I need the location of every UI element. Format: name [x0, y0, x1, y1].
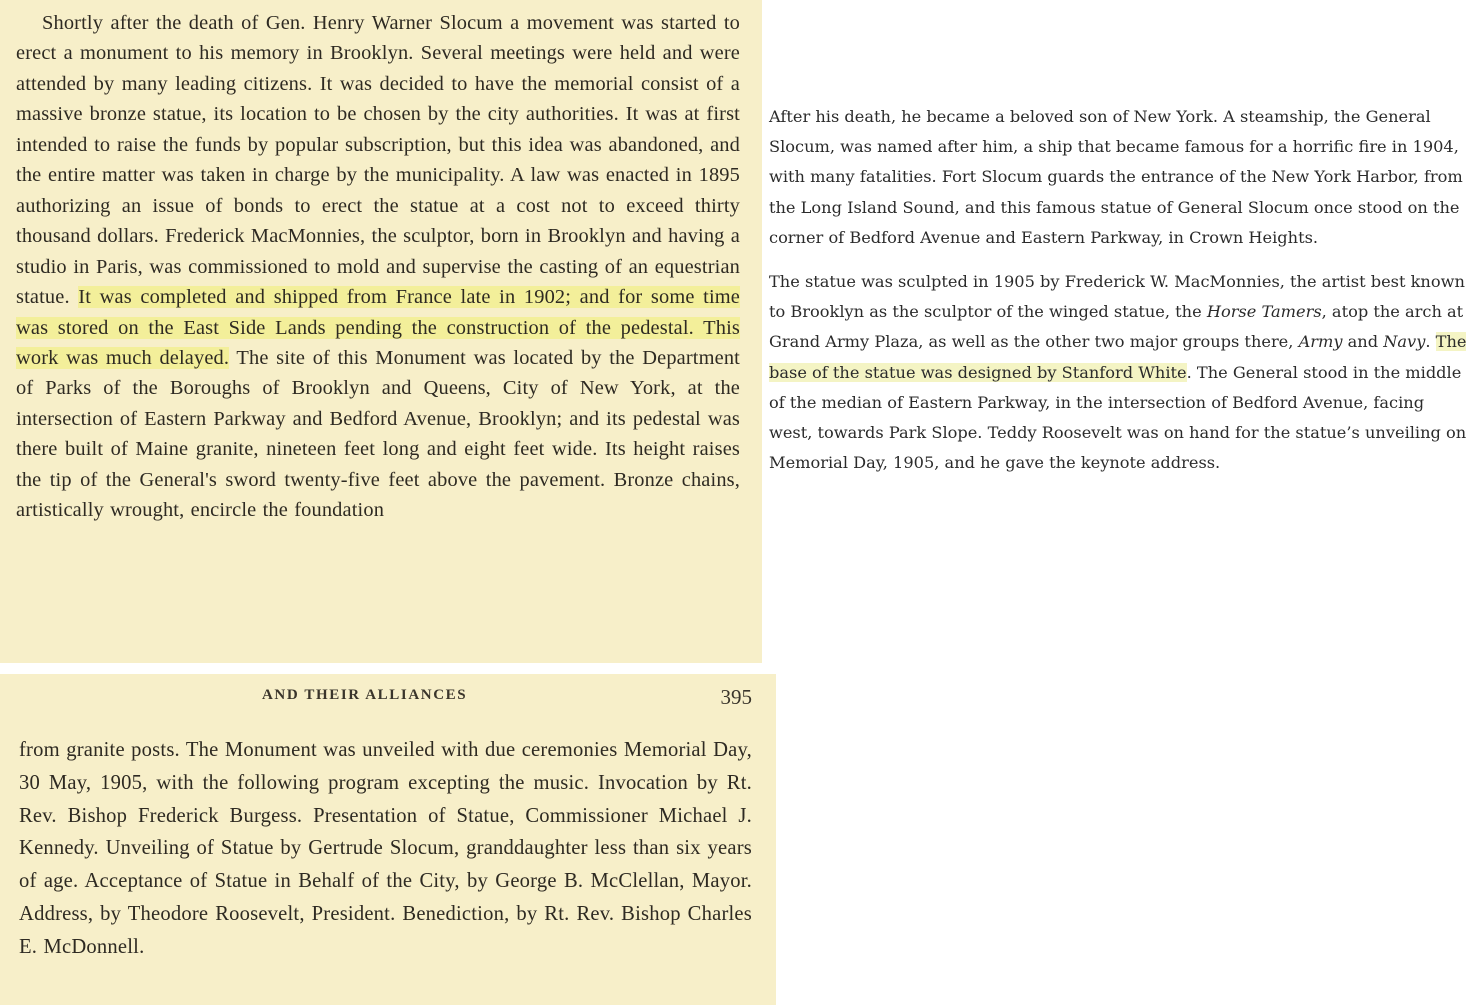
book-scan-page-1 — [0, 0, 762, 663]
artwork-title-navy: Navy — [1383, 332, 1426, 352]
page-number: 395 — [720, 685, 752, 709]
book-scan-page-2 — [0, 674, 776, 1005]
article-text-segment: The statue was sculpted in 1905 by Frederick W. MacMonnies, the artist best known to Brooklyn as the sculptor of the winged statue, the — [769, 272, 1465, 322]
running-head: AND THEIR ALLIANCES — [262, 687, 468, 703]
article-text-segment: . The General stood in the middle of the median of Eastern Parkway, in the intersection of Bedford Avenue, facing west, towards Park Slope. Teddy Roosevelt was on hand for the statue’s unveiling on Memorial Day, 1905, and he gave the keynote address. — [769, 362, 1467, 473]
article-text-segment: and — [1342, 332, 1384, 352]
book-paragraph-continued: from granite posts. The Monument was unveiled with due ceremonies Memorial Day, 30 May, 1905, with the following program excepting the music. Invocation by Rt. Rev. Bishop Frederick Burgess. Presentation of Statue, Commissioner Michael J. Kennedy. Unveiling of Statue by Gertrude Slocum, granddaughter less than six years of age. Acceptance of Statue in Behalf of the City, by George B. McClellan, Mayor. Address, by Theodore Roosevelt, President. Benediction, by Rt. Rev. Bishop Charles E. McDonnell. — [19, 739, 752, 958]
book-highlighted-passage: It was completed and shipped from France late in 1902; and for some time was stored on the East Side Lands pending the construction of the pedestal. This work was much delayed. — [16, 286, 740, 369]
article-highlighted-sentence: The base of the statue was designed by Stanford White — [769, 332, 1467, 382]
book-text-after-highlight: The site of this Monument was located by the Department of Parks of the Boroughs of Brooklyn and Queens, City of New York, at the intersection of Eastern Parkway and Bedford Avenue, Brooklyn; and its pedestal was there built of Maine granite, nineteen feet long and eight feet wide. Its height raises the tip of the General's sword twenty-five feet above the pavement. Bronze chains, artistically wrought, encircle the foundation — [16, 346, 740, 522]
article-paragraph-2 — [769, 267, 1468, 478]
page-header — [19, 674, 752, 734]
artwork-title-horse-tamers: Horse Tamers — [1206, 302, 1322, 322]
article-paragraph-1: After his death, he became a beloved son of New York. A steamship, the General Slocum, was named after him, a ship that became famous for a horrific fire in 1904, with many fatalities. Fort Slocum guards the entrance of the New York Harbor, from the Long Island Sound, and this famous statue of General Slocum once stood on the corner of Bedford Avenue and Eastern Parkway, in Crown Heights. — [769, 107, 1463, 247]
book-paragraph — [16, 8, 740, 526]
article-text-segment: , atop the arch at Grand Army Plaza, as well as the other two major groups there, — [769, 302, 1464, 352]
article-text-segment: . — [1425, 332, 1436, 352]
article-text — [769, 102, 1468, 492]
artwork-title-army: Army — [1298, 332, 1343, 352]
book-text-before-highlight: Shortly after the death of Gen. Henry Warner Slocum a movement was started to erect a monument to his memory in Brooklyn. Several meetings were held and were attended by many leading citizens. It was decided to have the memorial consist of a massive bronze statue, its location to be chosen by the city authorities. It was at first intended to raise the funds by popular subscription, but this idea was abandoned, and the entire matter was taken in charge by the municipality. A law was enacted in 1895 authorizing an issue of bonds to erect the statue at a cost not to exceed thirty thousand dollars. Frederick MacMonnies, the sculptor, born in Brooklyn and having a studio in Paris, was commissioned to mold and supervise the casting of an equestrian statue. — [16, 12, 740, 309]
